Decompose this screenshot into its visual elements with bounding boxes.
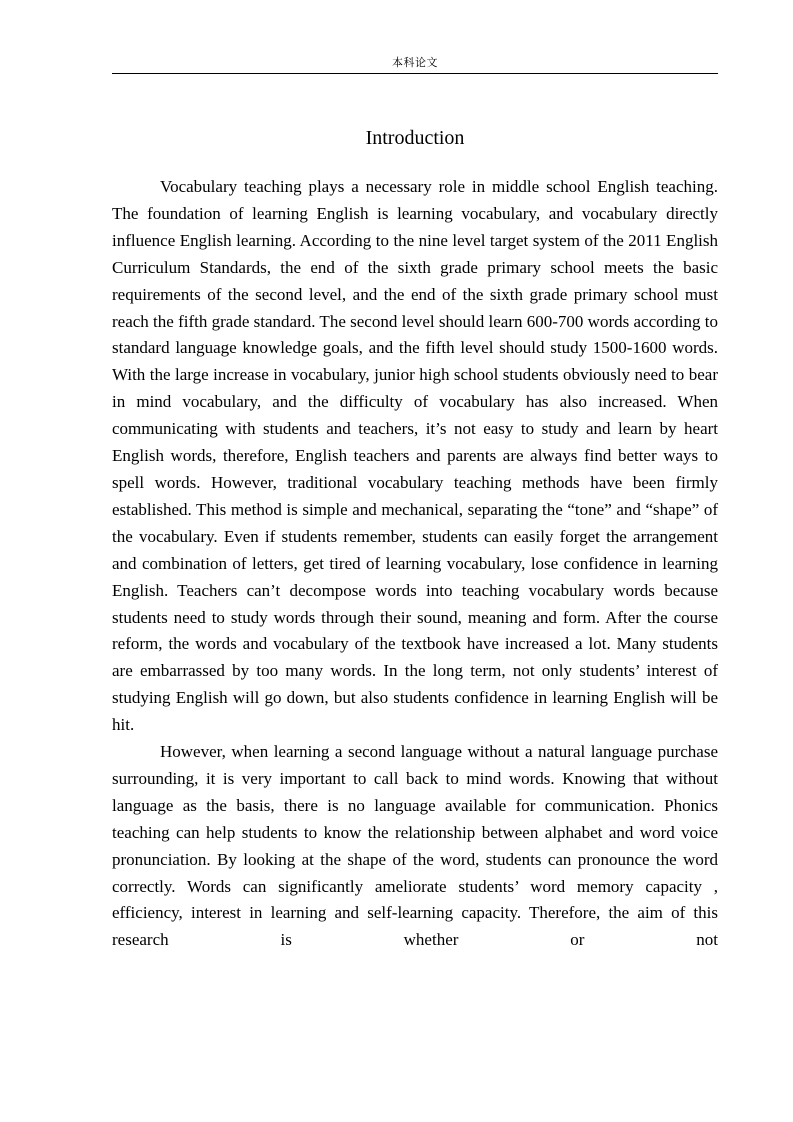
running-header: 本科论文 [392, 56, 438, 69]
header-rule [112, 73, 718, 74]
body-text [112, 174, 718, 954]
paragraph: However, when learning a second language without a natural language purchase surrounding, it is very important to call back to mind words. Knowing that without language as the basis, there is no language available for communication. Phonics teaching can help students to know the relationship between alphabet and word voice pronunciation. By looking at the shape of the word, students can pronounce the word correctly. Words can significantly ameliorate students’ word memory capacity , efficiency, interest in learning and self-learning capacity. Therefore, the aim of this research is whether or not [112, 742, 718, 950]
paragraph: Vocabulary teaching plays a necessary role in middle school English teaching. The foundation of learning English is learning vocabulary, and vocabulary directly influence English learning. According to the nine level target system of the 2011 English Curriculum Standards, the end of the sixth grade primary school meets the basic requirements of the second level, and the end of the sixth grade primary school must reach the fifth grade standard. The second level should learn 600-700 words according to standard language knowledge goals, and the fifth level should study 1500-1600 words. With the large increase in vocabulary, junior high school students obviously need to bear in mind vocabulary, and the difficulty of vocabulary has also increased. When communicating with students and teachers, it’s not easy to study and learn by heart English words, therefore, English teachers and parents are always find better ways to spell words. However, traditional vocabulary teaching methods have been firmly established. This method is simple and mechanical, separating the “tone” and “shape” of the vocabulary. Even if students remember, students can easily forget the arrangement and combination of letters, get tired of learning vocabulary, lose confidence in learning English. Teachers can’t decompose words into teaching vocabulary words because students need to study words through their sound, meaning and form. After the course reform, the words and vocabulary of the textbook have increased a lot. Many students are embarrassed by too many words. In the long term, not only students’ interest of studying English will go down, but also students confidence in learning English will be hit. [112, 177, 718, 735]
section-title: Introduction [365, 127, 465, 149]
